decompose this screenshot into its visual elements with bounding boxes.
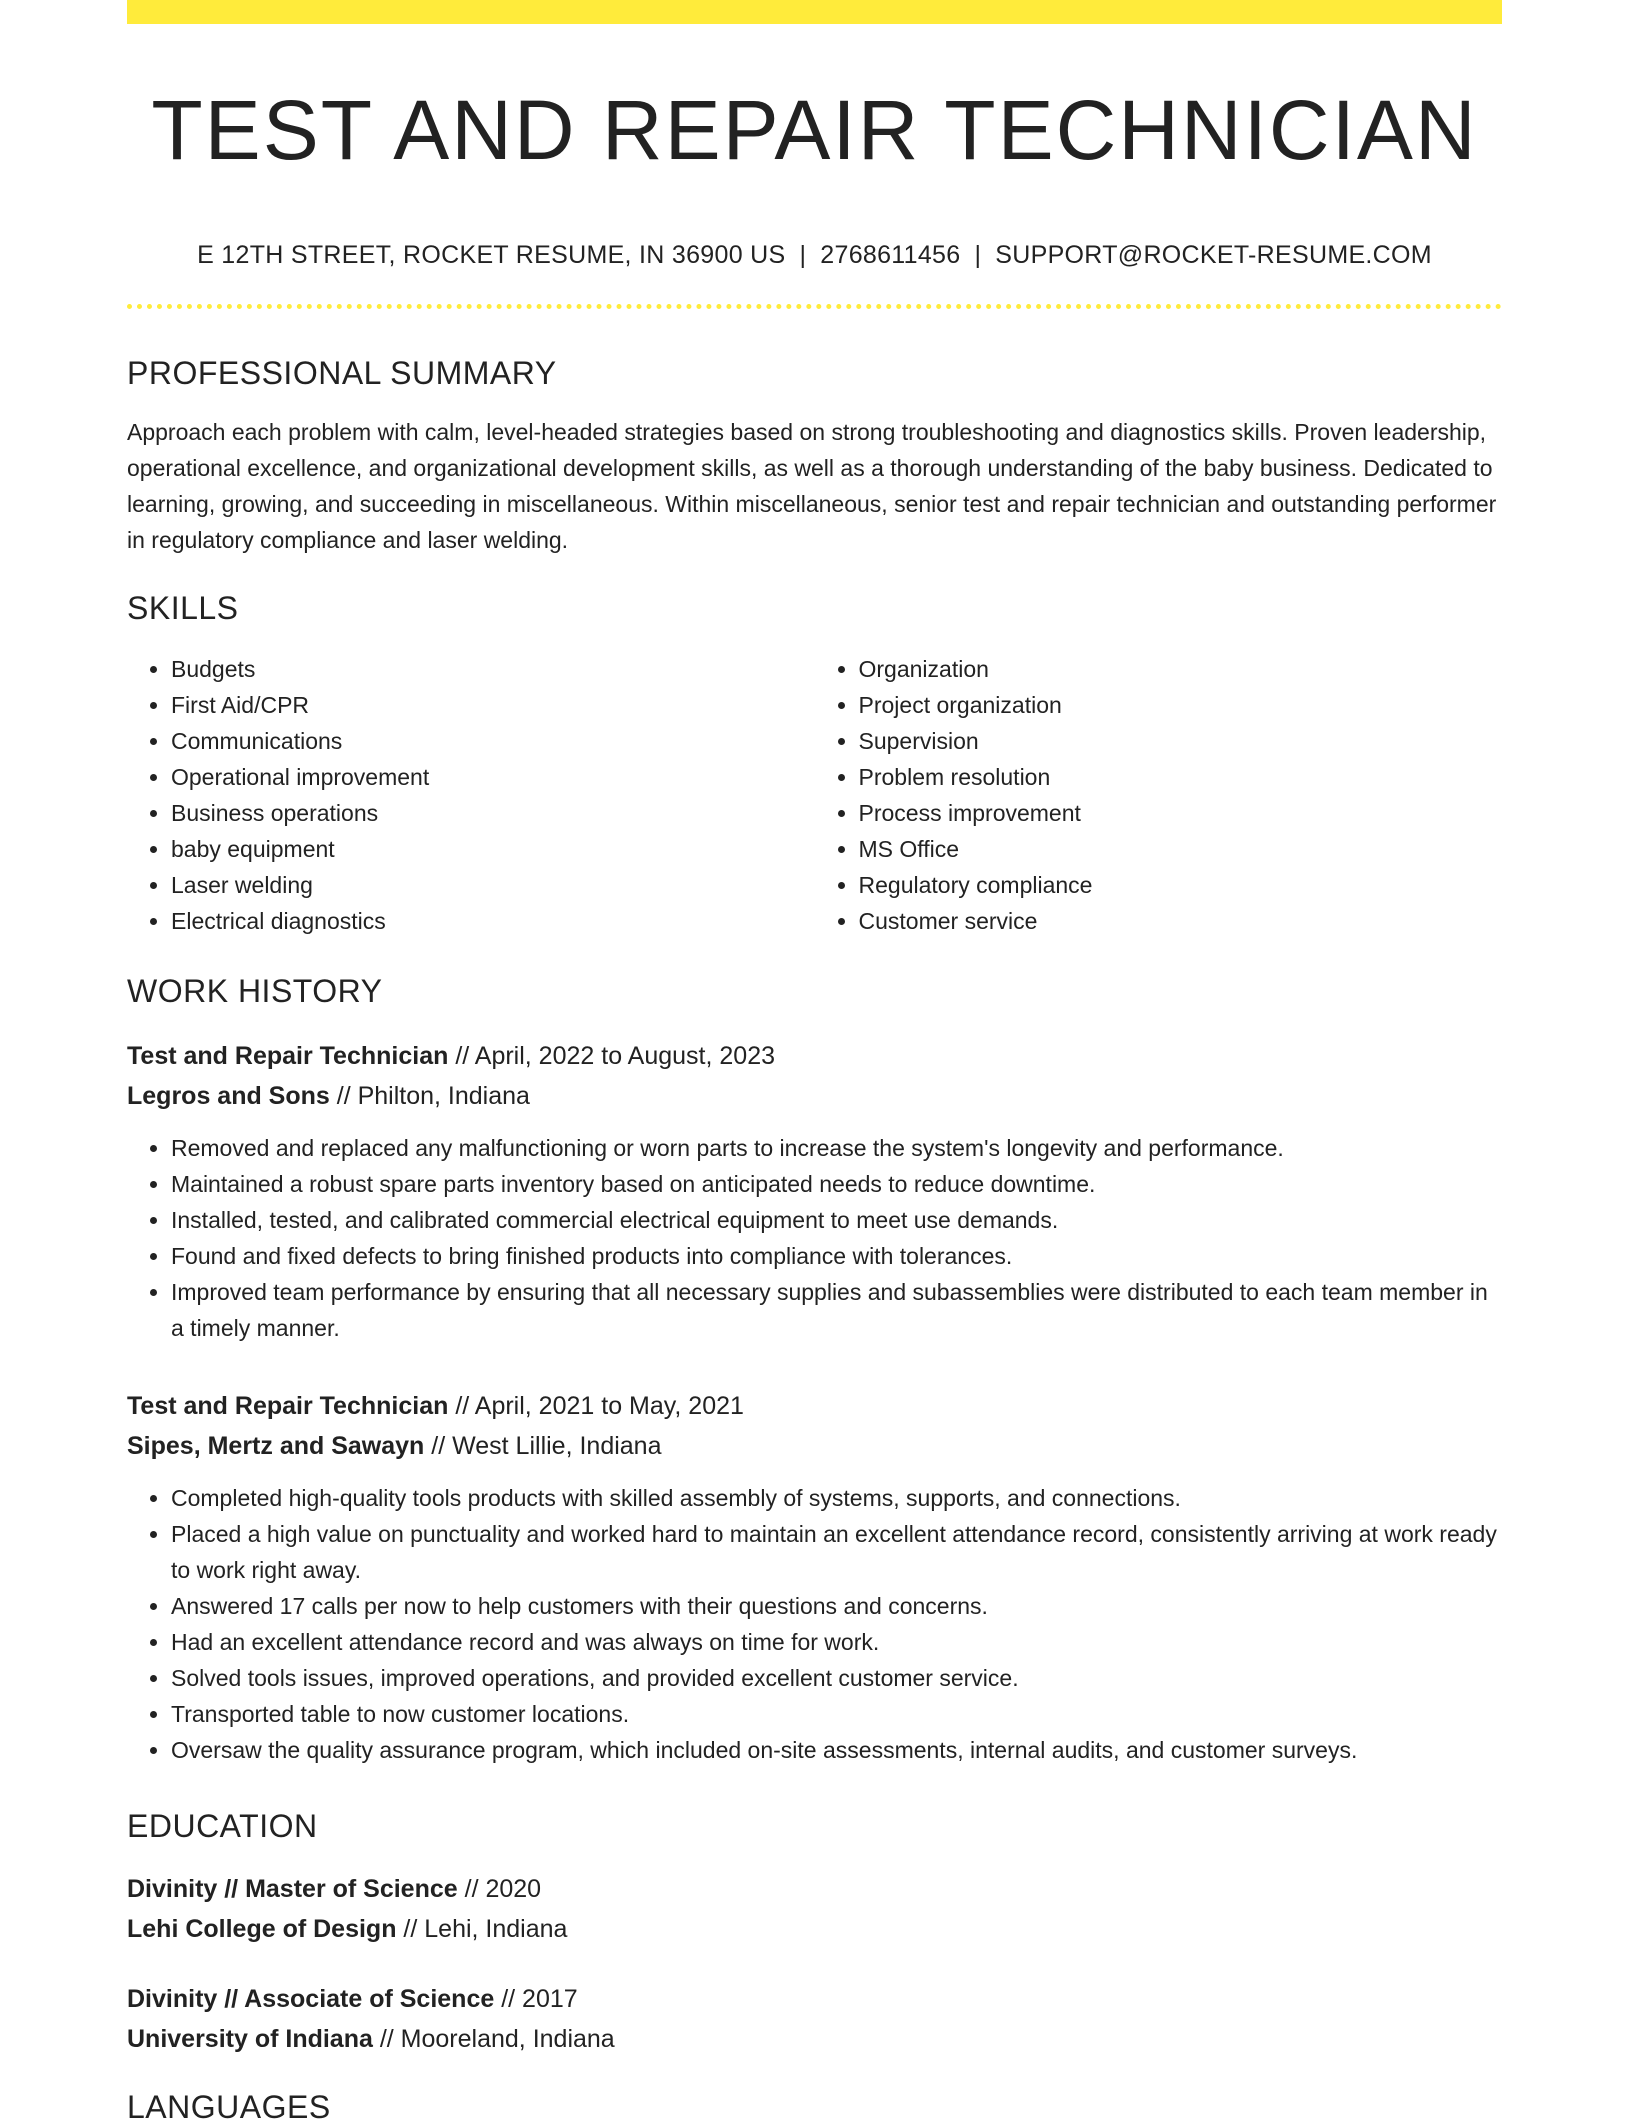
skill-item: • Budgets [171,651,815,687]
job-bullet: • Maintained a robust spare parts inventory based on anticipated needs to reduce downtime. [171,1166,1502,1202]
job-bullet: • Completed high-quality tools products with skilled assembly of systems, supports, and connections. [171,1480,1502,1516]
education-location: // Mooreland, Indiana [372,2024,615,2053]
job-bullets [127,1130,1502,1346]
skill-item: • Operational improvement [171,759,815,795]
job-company: Legros and Sons [127,1081,330,1110]
address: E 12TH STREET, ROCKET RESUME, IN 36900 US [197,240,786,269]
job-bullet: • Placed a high value on punctuality and worked hard to maintain an excellent attendance record, consistently arriving at work ready to work right away. [171,1516,1502,1588]
job-bullet: • Improved team performance by ensuring that all necessary supplies and subassemblies were distributed to each team member in a timely manner. [171,1274,1502,1346]
job-company-line [127,1076,1502,1116]
skill-item: • Supervision [859,723,1503,759]
education-degree: Divinity // Associate of Science [127,1984,495,2013]
skill-item: • Communications [171,723,815,759]
accent-bar [127,0,1502,24]
job-dates: // April, 2021 to May, 2021 [448,1391,744,1420]
job-role: Test and Repair Technician [127,1041,449,1070]
job-bullet: • Removed and replaced any malfunctioning or worn parts to increase the system's longevity and performance. [171,1130,1502,1166]
contact-line [127,241,1502,270]
skills-column-right [815,651,1503,939]
education-entry [127,1869,1502,1949]
job-bullet: • Had an excellent attendance record and was always on time for work. [171,1624,1502,1660]
education-year: // 2020 [457,1874,542,1903]
education-degree-line [127,1979,1502,2019]
section-title-skills: SKILLS [127,589,239,626]
skill-item: • Customer service [859,903,1503,939]
skill-item: • Project organization [859,687,1503,723]
skill-item: • Organization [859,651,1503,687]
skill-item: • First Aid/CPR [171,687,815,723]
education-degree-line [127,1869,1502,1909]
resume-page [127,0,1502,2126]
skill-item: • MS Office [859,831,1503,867]
section-title-summary: PROFESSIONAL SUMMARY [127,354,557,391]
education-year: // 2017 [494,1984,578,2013]
summary-text: Approach each problem with calm, level-headed strategies based on strong troubleshooting and diagnostics skills. Proven leadership, operational excellence, and organizational development skills, as well as a thorough understanding of the baby business. Dedicated to learning, growing, and succeeding in miscellaneous. Within miscellaneous, senior test and repair technician and outstanding performer in regulatory compliance and laser welding. [127,418,1497,553]
education-degree: Divinity // Master of Science [127,1874,458,1903]
skill-item: • Problem resolution [859,759,1503,795]
skill-item: • Business operations [171,795,815,831]
job-role: Test and Repair Technician [127,1391,449,1420]
skill-item: • Electrical diagnostics [171,903,815,939]
job-role-line [127,1036,1502,1076]
skills-list [127,651,1502,939]
education-school-line [127,2019,1502,2059]
education-school-line [127,1909,1502,1949]
skill-item: • Laser welding [171,867,815,903]
job-location: // West Lillie, Indiana [424,1431,662,1460]
job-dates: // April, 2022 to August, 2023 [448,1041,775,1070]
section-title-work-history: WORK HISTORY [127,972,383,1009]
job-bullet: • Installed, tested, and calibrated commercial electrical equipment to meet use demands. [171,1202,1502,1238]
section-title-education: EDUCATION [127,1807,318,1844]
skill-item: • Regulatory compliance [859,867,1503,903]
skills-column-left [127,651,815,939]
skill-item: • Process improvement [859,795,1503,831]
education-school: University of Indiana [127,2024,373,2053]
dotted-divider [127,304,1502,309]
education-location: // Lehi, Indiana [396,1914,568,1943]
job-company: Sipes, Mertz and Sawayn [127,1431,425,1460]
job-bullets [127,1480,1502,1768]
job-bullet: • Oversaw the quality assurance program, which included on-site assessments, internal audits, and customer surveys. [171,1732,1502,1768]
job-bullet: • Answered 17 calls per now to help customers with their questions and concerns. [171,1588,1502,1624]
email: SUPPORT@ROCKET-RESUME.COM [995,240,1432,269]
education-school: Lehi College of Design [127,1914,397,1943]
job-entry [127,1386,1502,1768]
separator: | [974,240,982,269]
job-bullet: • Found and fixed defects to bring finished products into compliance with tolerances. [171,1238,1502,1274]
job-bullet: • Solved tools issues, improved operations, and provided excellent customer service. [171,1660,1502,1696]
job-role-line [127,1386,1502,1426]
resume-title: TEST AND REPAIR TECHNICIAN [151,83,1478,177]
job-company-line [127,1426,1502,1466]
section-title-languages: LANGUAGES [127,2088,331,2125]
skill-item: • baby equipment [171,831,815,867]
job-entry [127,1036,1502,1346]
education-entry [127,1979,1502,2059]
separator: | [799,240,807,269]
phone: 2768611456 [820,240,961,269]
job-bullet: • Transported table to now customer locations. [171,1696,1502,1732]
job-location: // Philton, Indiana [329,1081,530,1110]
